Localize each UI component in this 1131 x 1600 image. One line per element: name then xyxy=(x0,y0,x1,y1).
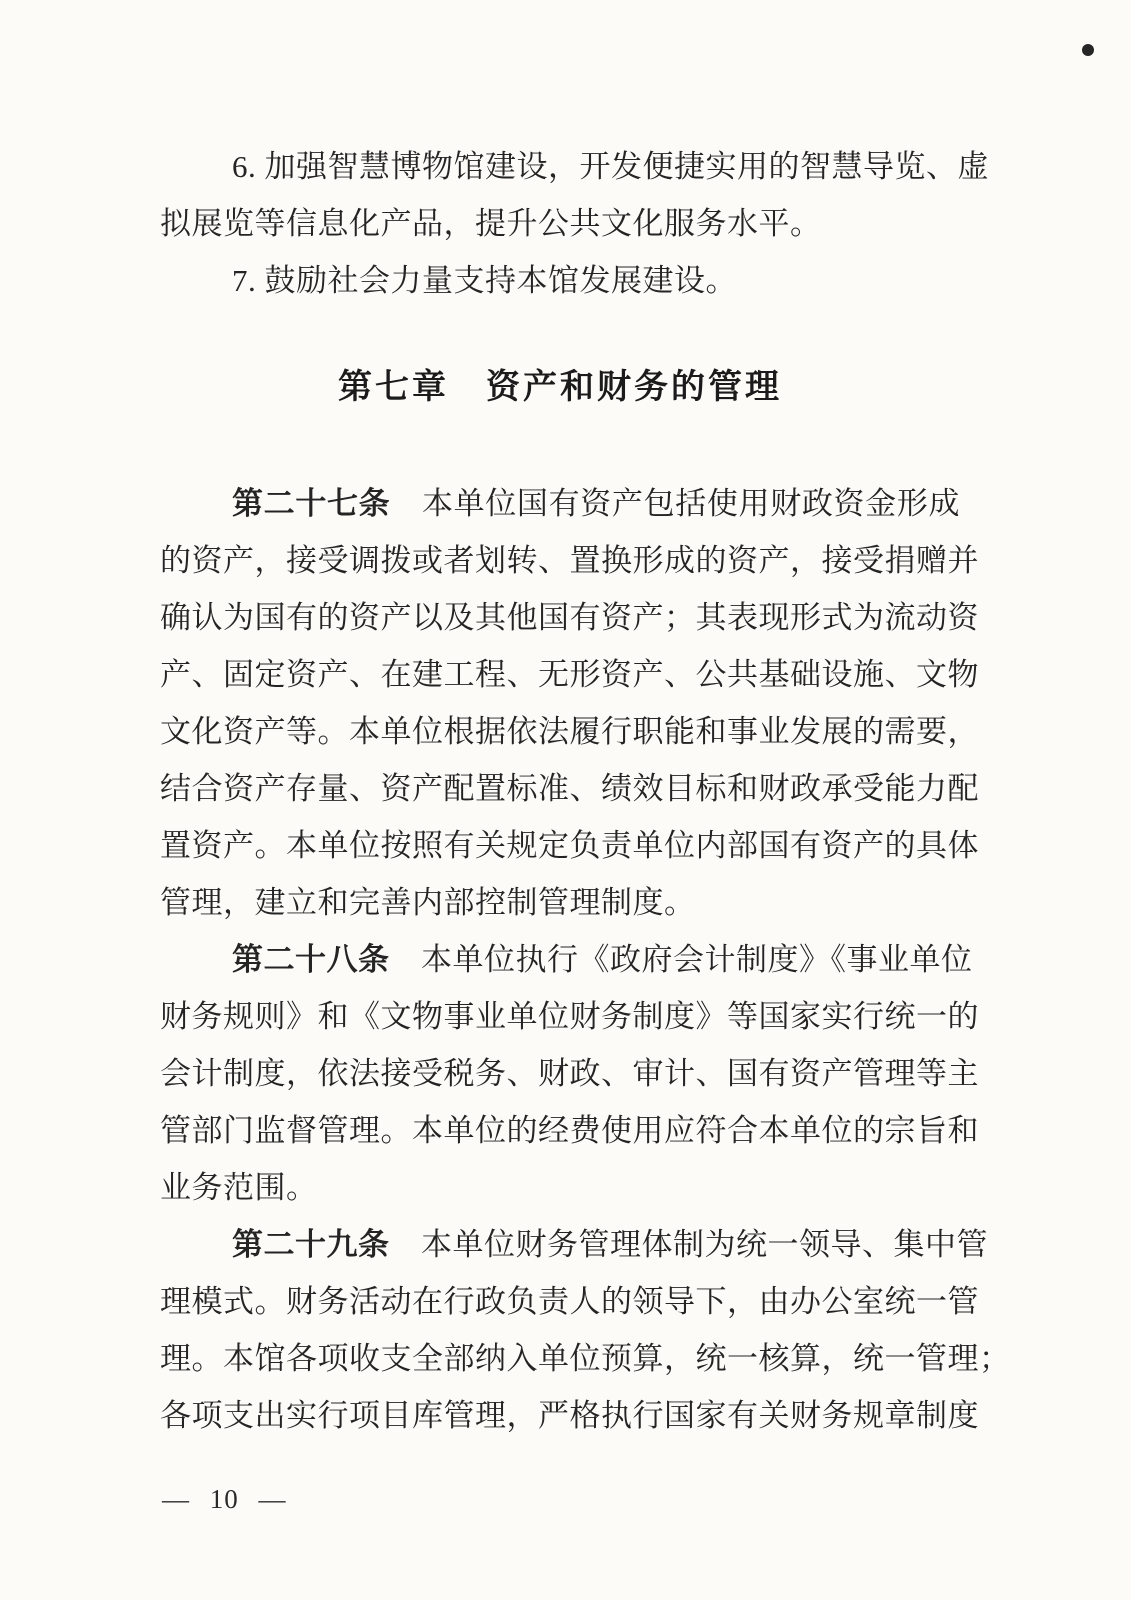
text-line: 管部门监督管理。本单位的经费使用应符合本单位的宗旨和 xyxy=(160,1113,979,1148)
text-line: 6. 加强智慧博物馆建设，开发便捷实用的智慧导览、虚 xyxy=(232,149,989,184)
text-line: 业务范围。 xyxy=(160,1170,318,1205)
text-line: 置资产。本单位按照有关规定负责单位内部国有资产的具体 xyxy=(160,828,979,863)
document-body xyxy=(160,138,1011,1444)
text-line: 结合资产存量、资产配置标准、绩效目标和财政承受能力配 xyxy=(160,771,979,806)
article-number: 第二十七条 xyxy=(232,486,391,521)
text-line: 拟展览等信息化产品，提升公共文化服务水平。 xyxy=(160,206,822,241)
article-number: 第二十九条 xyxy=(232,1227,390,1262)
text-line: 7. 鼓励社会力量支持本馆发展建设。 xyxy=(232,263,737,298)
text-line: 确认为国有的资产以及其他国有资产；其表现形式为流动资 xyxy=(160,600,979,635)
scan-artifact-dot xyxy=(1082,44,1094,56)
text-line: 财务规则》和《文物事业单位财务制度》等国家实行统一的 xyxy=(160,999,979,1034)
article-text: 本单位执行《政府会计制度》《事业单位 xyxy=(389,942,973,977)
text-line: 产、固定资产、在建工程、无形资产、公共基础设施、文物 xyxy=(160,657,979,692)
text-line: 会计制度，依法接受税务、财政、审计、国有资产管理等主 xyxy=(160,1056,979,1091)
footer-page-number: — 10 — xyxy=(162,1484,287,1514)
text-line: 的资产，接受调拨或者划转、置换形成的资产，接受捐赠并 xyxy=(160,543,979,578)
text-line: 文化资产等。本单位根据依法履行职能和事业发展的需要， xyxy=(160,714,979,749)
article-text: 本单位财务管理体制为统一领导、集中管 xyxy=(389,1227,988,1262)
text-line: 理模式。财务活动在行政负责人的领导下，由办公室统一管 xyxy=(160,1284,979,1319)
article-number: 第二十八条 xyxy=(232,942,390,977)
article-text: 本单位国有资产包括使用财政资金形成 xyxy=(390,486,960,521)
text-line xyxy=(160,931,973,988)
text-line xyxy=(160,1216,988,1273)
chapter-heading: 第七章 资产和财务的管理 xyxy=(338,368,782,406)
text-line: 各项支出实行项目库管理，严格执行国家有关财务规章制度 xyxy=(160,1398,979,1433)
text-line xyxy=(160,475,960,532)
text-line: 管理，建立和完善内部控制管理制度。 xyxy=(160,885,696,920)
text-line: 理。本馆各项收支全部纳入单位预算，统一核算，统一管理； xyxy=(160,1341,1011,1376)
